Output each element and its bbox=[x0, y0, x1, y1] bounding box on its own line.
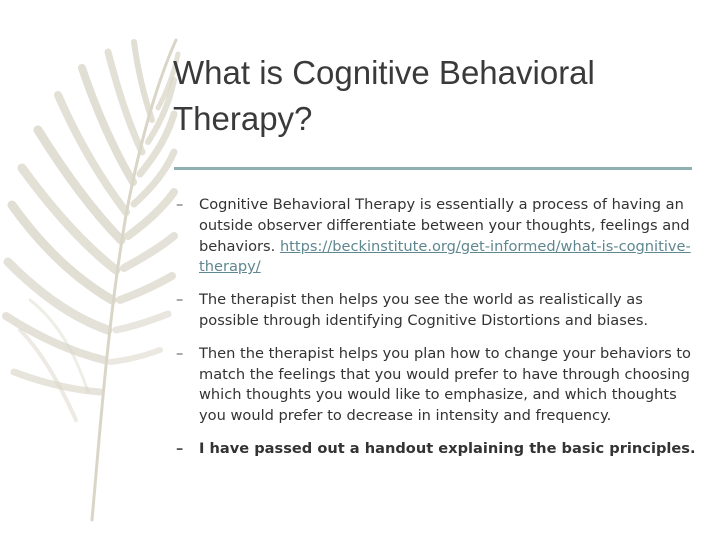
bullet-item bbox=[176, 195, 696, 278]
bullet-item bbox=[176, 439, 696, 460]
beck-institute-link[interactable]: https://beckinstitute.org/get-informed/what-is-cognitive-therapy/ bbox=[199, 237, 691, 276]
bullet-text: The therapist then helps you see the world as realistically as possible through identifying Cognitive Distortions and biases. bbox=[199, 291, 649, 329]
bullet-list bbox=[176, 195, 696, 472]
slide-title bbox=[173, 50, 703, 142]
bullet-text: I have passed out a handout explaining the basic principles. bbox=[199, 439, 696, 457]
bullet-dash: – bbox=[176, 291, 184, 309]
bullet-dash: – bbox=[176, 439, 184, 457]
bullet-text: Cognitive Behavioral Therapy is essentially a process of having an outside observer differentiate between your thoughts, feelings and behaviors. bbox=[199, 196, 690, 255]
bullet-dash: – bbox=[176, 344, 184, 362]
slide-title-line-2: Therapy? bbox=[173, 100, 313, 137]
bullet-item bbox=[176, 290, 696, 332]
bullet-dash: – bbox=[176, 196, 184, 213]
bullet-text: Then the therapist helps you plan how to change your behaviors to match the feelings that you would prefer to have through choosing which thoughts you would like to emphasize, and which thoughts you would prefer to decrease in intensity and frequency. bbox=[199, 344, 691, 425]
bullet-item bbox=[176, 344, 696, 427]
slide-title-line-1: What is Cognitive Behavioral bbox=[173, 54, 595, 91]
title-divider bbox=[174, 167, 692, 170]
